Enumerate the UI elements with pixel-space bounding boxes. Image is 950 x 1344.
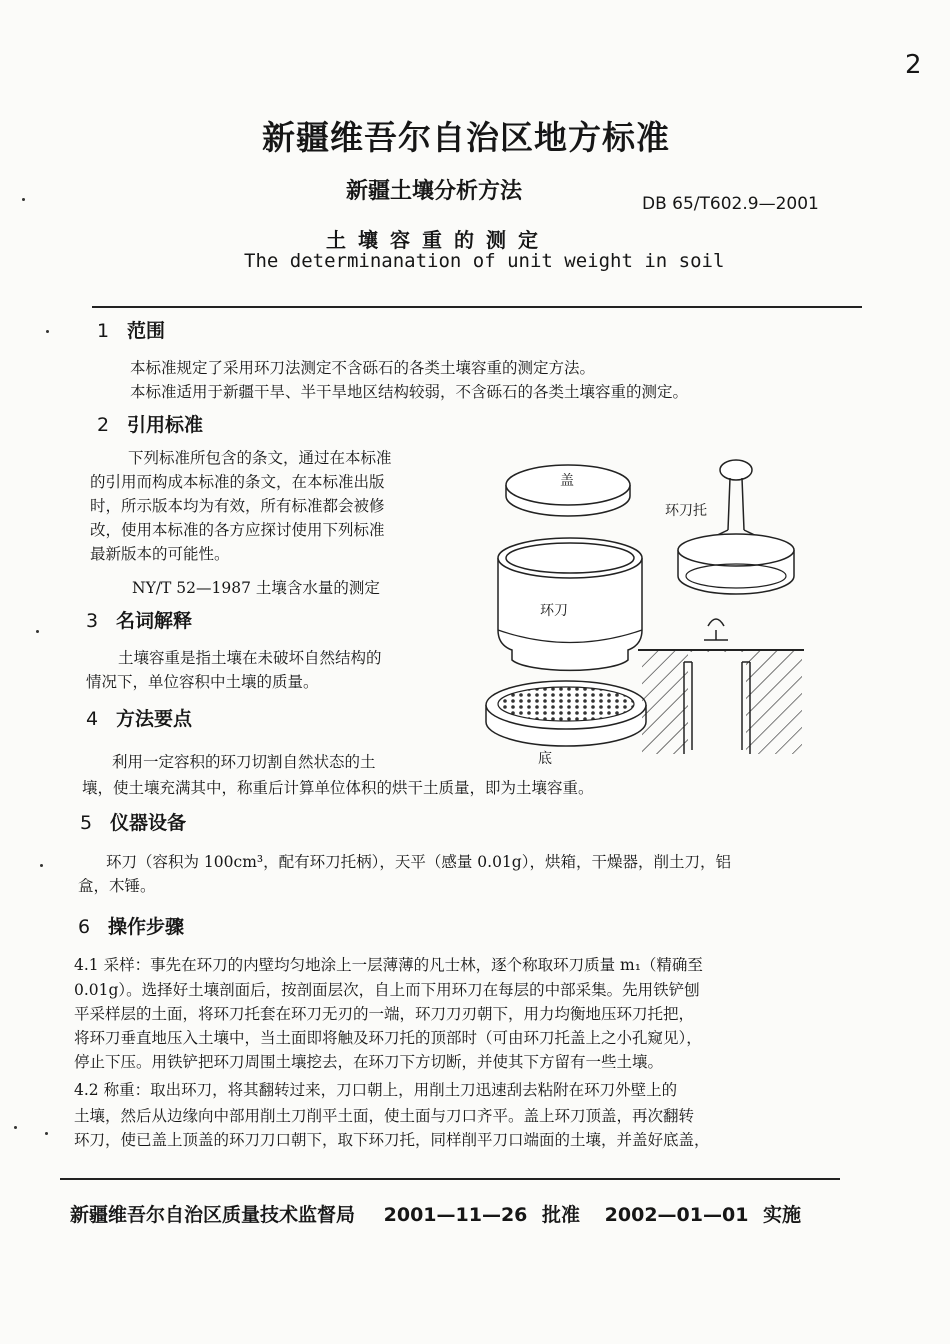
footer-rule — [60, 1178, 840, 1180]
footer — [70, 1200, 801, 1227]
topic-title: 土壤容重的测定 — [326, 228, 550, 252]
standard-title: 新疆维吾尔自治区地方标准 — [262, 118, 670, 157]
section-title: 范围 — [127, 320, 166, 342]
section-2-line: 下列标准所包含的条文，通过在本标准 — [128, 449, 392, 467]
label-bottom: 底 — [538, 751, 552, 767]
section-title: 引用标准 — [127, 414, 204, 436]
label-holder: 环刀托 — [665, 503, 707, 519]
section-6-line: 4.2 称重：取出环刀，将其翻转过来，刀口朝上，用削土刀迅速刮去粘附在环刀外壁上的 — [74, 1081, 678, 1099]
section-number: 3 — [86, 610, 99, 632]
section-6-line: 平采样层的土面，将环刀托套在环刀无刃的一端，环刀刀刃朝下，用力均衡地压环刀托把， — [74, 1005, 695, 1023]
footer-implement-date: 2002—01—01 实施 — [604, 1204, 802, 1226]
scan-speck — [46, 330, 49, 333]
section-6-line: 土壤，然后从边缘向中部用削土刀削平土面，使土面与刀口齐平。盖上环刀顶盖，再次翻转 — [74, 1107, 695, 1125]
section-3-line: 情况下，单位容积中土壤的质量。 — [86, 673, 319, 691]
section-5-line-2: 盒，木锤。 — [78, 877, 156, 895]
standard-code: DB 65/T602.9—2001 — [642, 194, 819, 214]
section-2-heading — [97, 410, 203, 437]
section-title: 操作步骤 — [108, 916, 185, 938]
scan-speck — [40, 864, 43, 867]
section-2-line: 时，所示版本均为有效，所有标准都会被修 — [90, 497, 385, 515]
section-4-line-1: 利用一定容积的环刀切割自然状态的土 — [112, 753, 376, 771]
section-3-heading — [86, 606, 192, 633]
section-3-line: 土壤容重是指土壤在未破坏自然结构的 — [118, 649, 382, 667]
section-1-para-2: 本标准适用于新疆干旱、半干旱地区结构较弱，不含砾石的各类土壤容重的测定。 — [130, 383, 689, 401]
section-4-line-2: 壤，使土壤充满其中，称重后计算单位体积的烘干土质量，即为土壤容重。 — [82, 779, 594, 797]
footer-approve-date: 2001—11—26 批准 — [383, 1204, 581, 1226]
section-2-line: 的引用而构成本标准的条文，在本标准出版 — [90, 473, 385, 491]
english-title: The determinanation of unit weight in soil — [244, 250, 725, 272]
method-title: 新疆土壤分析方法 — [346, 179, 523, 204]
section-number: 4 — [86, 708, 99, 730]
section-5-heading — [80, 808, 186, 835]
section-6-line: 停止下压。用铁铲把环刀周围土壤挖去，在环刀下方切断，并使其下方留有一些土壤。 — [74, 1053, 664, 1071]
section-1-heading — [97, 316, 165, 343]
section-title: 仪器设备 — [110, 812, 187, 834]
scan-speck — [14, 1126, 17, 1129]
ring-knife-figure — [478, 440, 808, 770]
ring-knife-drawing — [498, 538, 642, 670]
section-number: 2 — [97, 414, 110, 436]
section-number: 6 — [78, 916, 91, 938]
section-6-line: 环刀，使已盖上顶盖的环刀刀口朝下，取下环刀托，同样削平刀口端面的土壤，并盖好底盖， — [74, 1131, 710, 1149]
label-ring: 环刀 — [540, 603, 568, 619]
section-5-line-1: 环刀（容积为 100cm³，配有环刀托柄），天平（感量 0.01g），烘箱，干燥器，削土刀，铝 — [106, 853, 731, 871]
section-number: 5 — [80, 812, 93, 834]
label-lid: 盖 — [560, 473, 574, 489]
soil-sampling-drawing — [638, 619, 804, 754]
page-corner-mark: 2 — [905, 50, 922, 80]
footer-issuer: 新疆维吾尔自治区质量技术监督局 — [70, 1204, 356, 1226]
section-4-heading — [86, 704, 192, 731]
section-title: 名词解释 — [116, 610, 193, 632]
scan-speck — [45, 1132, 48, 1135]
scan-speck — [36, 630, 39, 633]
section-1-para-1: 本标准规定了采用环刀法测定不含砾石的各类土壤容重的测定方法。 — [130, 359, 596, 377]
section-6-heading — [78, 912, 184, 939]
holder-drawing — [678, 460, 794, 594]
section-title: 方法要点 — [116, 708, 193, 730]
section-2-line: 改，使用本标准的各方应探讨使用下列标准 — [90, 521, 385, 539]
bottom-drawing — [486, 681, 646, 746]
section-2-line: 最新版本的可能性。 — [90, 545, 230, 563]
scan-speck — [22, 198, 25, 201]
section-number: 1 — [97, 320, 110, 342]
normative-reference: NY/T 52—1987 土壤含水量的测定 — [132, 579, 380, 597]
header-rule — [92, 306, 862, 308]
section-6-line: 将环刀垂直地压入土壤中，当土面即将触及环刀托的顶部时（可由环刀托盖上之小孔窥见）， — [74, 1029, 702, 1047]
section-6-line: 4.1 采样：事先在环刀的内壁均匀地涂上一层薄薄的凡士林，逐个称取环刀质量 m₁（精确至 — [74, 956, 703, 974]
section-6-line: 0.01g）。选择好土壤剖面后，按剖面层次，自上而下用环刀在每层的中部采集。先用铁铲刨 — [74, 981, 700, 999]
